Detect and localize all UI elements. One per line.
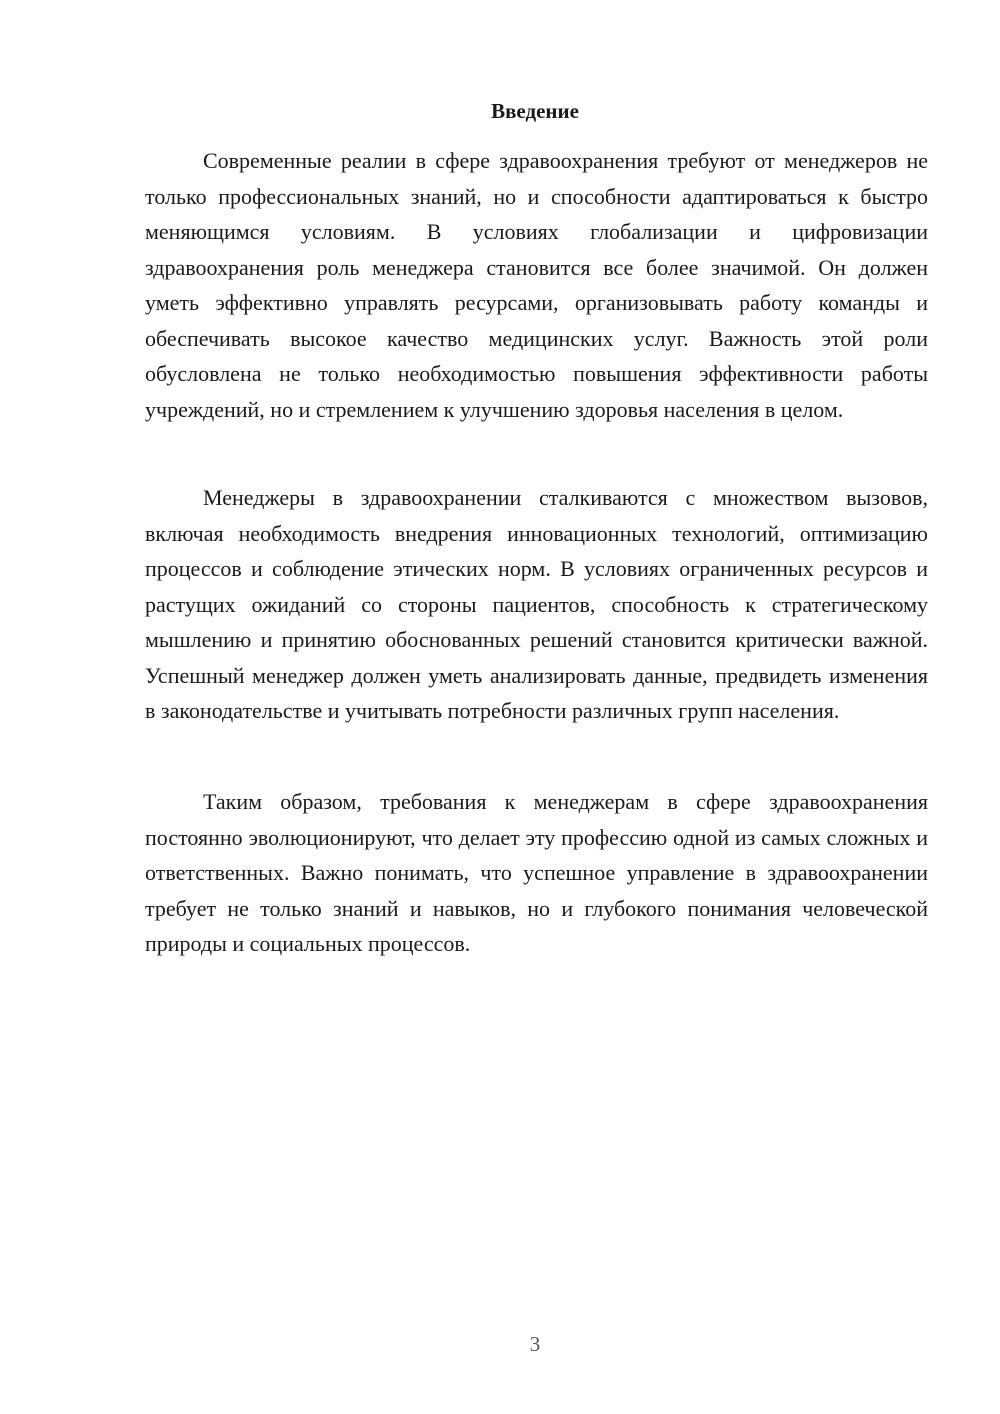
paragraph-1: Современные реалии в сфере здравоохранения требуют от менеджеров не только профессиональных знаний, но и способности адаптироваться к быстро меняющимся условиям. В условиях глобализации и цифровизации здравоохранения роль менеджера становится все более значимой. Он должен уметь эффективно управлять ресурсами, организовывать работу команды и обеспечивать высокое качество медицинских услуг. Важность этой роли обусловлена не только необходимостью повышения эффективности работы учреждений, но и стремлением к улучшению здоровья населения в целом. bbox=[145, 148, 928, 422]
section-title: Введение bbox=[491, 99, 579, 123]
paragraph-3: Таким образом, требования к менеджерам в сфере здравоохранения постоянно эволюционируют, что делает эту профессию одной из самых сложных и ответственных. Важно понимать, что успешное управление в здравоохранении требует не только знаний и навыков, но и глубокого понимания человеческой природы и социальных процессов. bbox=[145, 789, 928, 956]
page-number: 3 bbox=[529, 1332, 541, 1356]
paragraph-2: Менеджеры в здравоохранении сталкиваются с множеством вызовов, включая необходимость внедрения инновационных технологий, оптимизацию процессов и соблюдение этических норм. В условиях ограниченных ресурсов и растущих ожиданий со стороны пациентов, способность к стратегическому мышлению и принятию обоснованных решений становится критически важной. Успешный менеджер должен уметь анализировать данные, предвидеть изменения в законодательстве и учитывать потребности различных групп населения. bbox=[145, 485, 928, 723]
